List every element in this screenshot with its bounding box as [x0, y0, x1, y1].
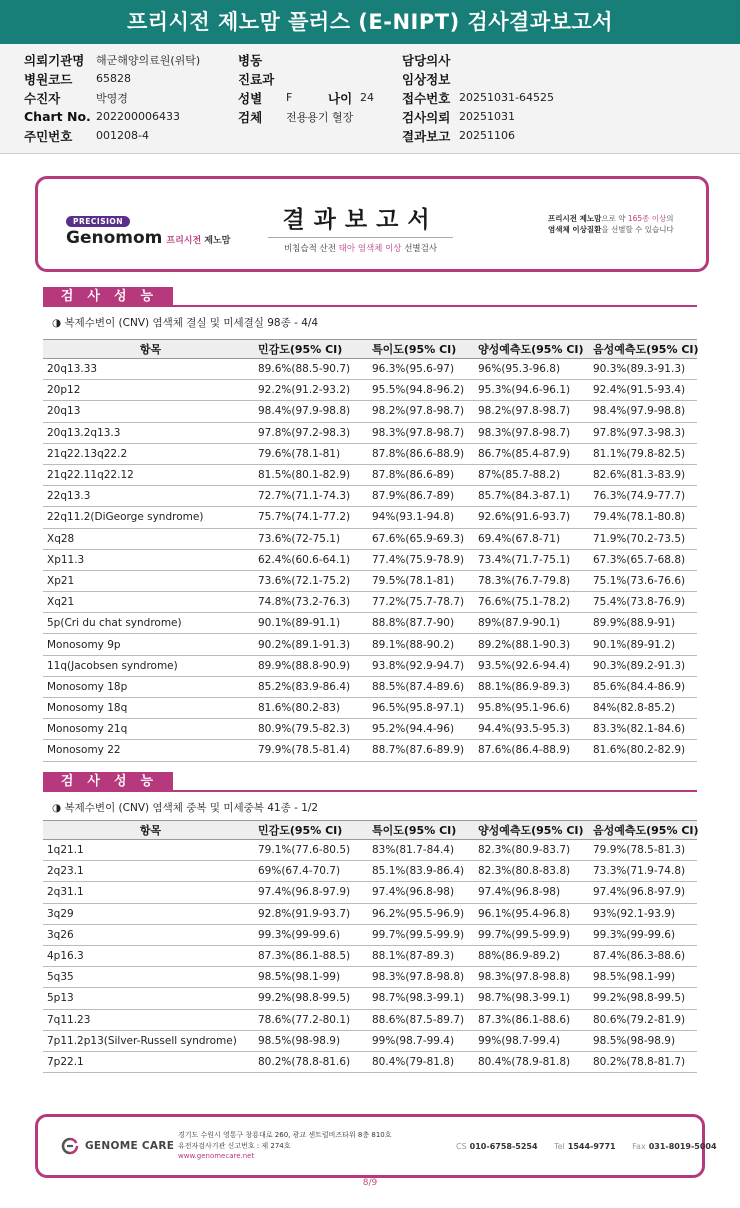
- table-row: [43, 380, 697, 401]
- cell-sensitivity: 97.8%(97.2-98.3): [254, 422, 368, 443]
- cell-npv: 83.3%(82.1-84.6): [589, 719, 697, 740]
- cell-item: 5q35: [43, 967, 254, 988]
- cell-specificity: 97.4%(96.8-98): [368, 882, 474, 903]
- footer-banner: [35, 1114, 717, 1178]
- website-link[interactable]: www.genomecare.net: [178, 1152, 255, 1160]
- cell-sensitivity: 98.5%(98.1-99): [254, 967, 368, 988]
- report-banner: [35, 176, 709, 272]
- col-header-item: 항목: [43, 340, 254, 359]
- genome-care-logo: [58, 1136, 174, 1156]
- cell-specificity: 99%(98.7-99.4): [368, 1030, 474, 1051]
- info-value: 001208-4: [96, 129, 149, 142]
- cell-ppv: 87.3%(86.1-88.6): [474, 1009, 589, 1030]
- col-header-specificity: 특이도(95% CI): [368, 340, 474, 359]
- cell-item: 3q26: [43, 924, 254, 945]
- footer-address: 경기도 수원시 영통구 창룡대로 260, 광교 센트럴비즈타워 8층 810호 유전자검사기관 신고번호 : 제 274호 www.genomecare.net: [178, 1131, 392, 1160]
- cell-npv: 89.9%(88.9-91): [589, 613, 697, 634]
- cell-sensitivity: 85.2%(83.9-86.4): [254, 676, 368, 697]
- cell-specificity: 87.9%(86.7-89): [368, 486, 474, 507]
- cell-item: Xp11.3: [43, 549, 254, 570]
- fax-number: 031-8019-5004: [648, 1142, 717, 1151]
- cell-item: 21q22.11q22.12: [43, 464, 254, 485]
- footer-contacts: CS 010-6758-5254 Tel 1544-9771 Fax 031-8019-5004: [456, 1142, 717, 1151]
- info-label: 수진자: [24, 90, 61, 106]
- cell-item: 21q22.13q22.2: [43, 443, 254, 464]
- cell-item: Monosomy 9p: [43, 634, 254, 655]
- cell-ppv: 96%(95.3-96.8): [474, 359, 589, 380]
- brand-ko-dark: 제노맘: [204, 236, 231, 246]
- cell-npv: 81.6%(80.2-82.9): [589, 740, 697, 761]
- patient-info-panel: [0, 44, 740, 154]
- table-row: [43, 1051, 697, 1072]
- section-subtitle: ◑ 복제수변이 (CNV) 염색체 중복 및 미세중복 41종 - 1/2: [52, 802, 319, 814]
- cs-number: 010-6758-5254: [469, 1142, 538, 1151]
- info-label: 성별: [238, 90, 263, 106]
- cell-sensitivity: 89.6%(88.5-90.7): [254, 359, 368, 380]
- section-tab: 검사성능: [43, 287, 173, 307]
- cell-npv: 79.4%(78.1-80.8): [589, 507, 697, 528]
- col-header-npv: 음성예측도(95% CI): [589, 340, 697, 359]
- cell-npv: 99.2%(98.8-99.5): [589, 988, 697, 1009]
- cell-ppv: 98.2%(97.8-98.7): [474, 401, 589, 422]
- cell-specificity: 83%(81.7-84.4): [368, 840, 474, 861]
- cell-item: 5p(Cri du chat syndrome): [43, 613, 254, 634]
- cell-ppv: 96.1%(95.4-96.8): [474, 903, 589, 924]
- table-row: [43, 988, 697, 1009]
- patient-info-col2: [238, 50, 374, 126]
- cell-ppv: 93.5%(92.6-94.4): [474, 655, 589, 676]
- section-header-duplication: [43, 772, 697, 792]
- info-label: 병동: [238, 52, 263, 68]
- info-value: 20251031-64525: [459, 91, 554, 104]
- cell-item: Xp21: [43, 570, 254, 591]
- cell-item: 20q13.33: [43, 359, 254, 380]
- section-subtitle: ◑ 복제수변이 (CNV) 염색체 결실 및 미세결실 98종 - 4/4: [52, 317, 319, 329]
- table-row: [43, 903, 697, 924]
- genome-care-mark-icon: [58, 1136, 82, 1156]
- cell-item: Monosomy 18q: [43, 698, 254, 719]
- cell-npv: 81.1%(79.8-82.5): [589, 443, 697, 464]
- col-header-ppv: 양성예측도(95% CI): [474, 340, 589, 359]
- cell-sensitivity: 90.2%(89.1-91.3): [254, 634, 368, 655]
- cell-npv: 79.9%(78.5-81.3): [589, 840, 697, 861]
- cell-ppv: 78.3%(76.7-79.8): [474, 570, 589, 591]
- table-row: [43, 882, 697, 903]
- cell-item: 5p13: [43, 988, 254, 1009]
- cell-npv: 99.3%(99-99.6): [589, 924, 697, 945]
- cell-specificity: 87.8%(86.6-88.9): [368, 443, 474, 464]
- cell-specificity: 89.1%(88-90.2): [368, 634, 474, 655]
- cell-ppv: 92.6%(91.6-93.7): [474, 507, 589, 528]
- cell-ppv: 88%(86.9-89.2): [474, 945, 589, 966]
- cell-sensitivity: 89.9%(88.8-90.9): [254, 655, 368, 676]
- cell-item: Xq28: [43, 528, 254, 549]
- cell-item: 20p12: [43, 380, 254, 401]
- cell-specificity: 98.3%(97.8-98.8): [368, 967, 474, 988]
- cell-ppv: 82.3%(80.8-83.8): [474, 861, 589, 882]
- cell-sensitivity: 97.4%(96.8-97.9): [254, 882, 368, 903]
- cell-ppv: 80.4%(78.9-81.8): [474, 1051, 589, 1072]
- cell-item: Monosomy 21q: [43, 719, 254, 740]
- info-label: 검사의뢰: [402, 109, 451, 125]
- cell-specificity: 88.7%(87.6-89.9): [368, 740, 474, 761]
- col-header-item: 항목: [43, 821, 254, 840]
- cell-specificity: 99.7%(99.5-99.9): [368, 924, 474, 945]
- cell-item: 7p22.1: [43, 1051, 254, 1072]
- cell-ppv: 87%(85.7-88.2): [474, 464, 589, 485]
- table-row: [43, 528, 697, 549]
- col-header-sensitivity: 민감도(95% CI): [254, 340, 368, 359]
- cell-specificity: 95.2%(94.4-96): [368, 719, 474, 740]
- info-label: 의뢰기관명: [24, 52, 85, 68]
- cell-sensitivity: 73.6%(72.1-75.2): [254, 570, 368, 591]
- cell-npv: 80.6%(79.2-81.9): [589, 1009, 697, 1030]
- cell-specificity: 98.7%(98.3-99.1): [368, 988, 474, 1009]
- cell-specificity: 88.1%(87-89.3): [368, 945, 474, 966]
- cell-sensitivity: 75.7%(74.1-77.2): [254, 507, 368, 528]
- cell-sensitivity: 81.6%(80.2-83): [254, 698, 368, 719]
- cell-item: 22q13.3: [43, 486, 254, 507]
- cell-npv: 87.4%(86.3-88.6): [589, 945, 697, 966]
- cell-ppv: 97.4%(96.8-98): [474, 882, 589, 903]
- table-row: [43, 570, 697, 591]
- cell-specificity: 79.5%(78.1-81): [368, 570, 474, 591]
- cell-npv: 92.4%(91.5-93.4): [589, 380, 697, 401]
- table-row: [43, 613, 697, 634]
- page-number: 8/9: [362, 1178, 378, 1188]
- cell-specificity: 95.5%(94.8-96.2): [368, 380, 474, 401]
- cell-ppv: 87.6%(86.4-88.9): [474, 740, 589, 761]
- cell-sensitivity: 99.3%(99-99.6): [254, 924, 368, 945]
- table-row: [43, 359, 697, 380]
- banner-subtitle: 비침습적 산전 태아 염색체 이상 선별검사: [283, 244, 438, 254]
- table-row: [43, 464, 697, 485]
- cell-npv: 97.8%(97.3-98.3): [589, 422, 697, 443]
- cell-specificity: 85.1%(83.9-86.4): [368, 861, 474, 882]
- cell-item: Xq21: [43, 592, 254, 613]
- info-value: 20251031: [459, 110, 515, 123]
- table-row: [43, 1009, 697, 1030]
- cell-item: 2q31.1: [43, 882, 254, 903]
- cell-npv: 98.5%(98-98.9): [589, 1030, 697, 1051]
- info-label: Chart No.: [24, 109, 91, 124]
- cell-npv: 80.2%(78.8-81.7): [589, 1051, 697, 1072]
- cell-npv: 73.3%(71.9-74.8): [589, 861, 697, 882]
- cell-sensitivity: 99.2%(98.8-99.5): [254, 988, 368, 1009]
- cell-specificity: 67.6%(65.9-69.3): [368, 528, 474, 549]
- table-row: [43, 422, 697, 443]
- cell-sensitivity: 73.6%(72-75.1): [254, 528, 368, 549]
- col-header-specificity: 특이도(95% CI): [368, 821, 474, 840]
- cell-npv: 90.3%(89.2-91.3): [589, 655, 697, 676]
- cell-sensitivity: 79.6%(78.1-81): [254, 443, 368, 464]
- cell-sensitivity: 79.1%(77.6-80.5): [254, 840, 368, 861]
- cell-specificity: 88.5%(87.4-89.6): [368, 676, 474, 697]
- table-row: [43, 861, 697, 882]
- cell-specificity: 80.4%(79-81.8): [368, 1051, 474, 1072]
- patient-info-col1: [24, 50, 200, 145]
- table-row: [43, 634, 697, 655]
- table-row: [43, 549, 697, 570]
- info-value: 해군해양의료원(위탁): [96, 53, 201, 67]
- genome-care-name: GENOME CARE: [85, 1140, 175, 1152]
- table-row: [43, 740, 697, 761]
- cell-sensitivity: 62.4%(60.6-64.1): [254, 549, 368, 570]
- cell-sensitivity: 69%(67.4-70.7): [254, 861, 368, 882]
- cell-item: 11q(Jacobsen syndrome): [43, 655, 254, 676]
- section-tab: 검사성능: [43, 772, 173, 792]
- cell-ppv: 89.2%(88.1-90.3): [474, 634, 589, 655]
- report-title: 프리시전 제노맘 플러스 (E-NIPT) 검사결과보고서: [0, 0, 740, 44]
- cell-ppv: 76.6%(75.1-78.2): [474, 592, 589, 613]
- cell-item: Monosomy 22: [43, 740, 254, 761]
- cell-npv: 84%(82.8-85.2): [589, 698, 697, 719]
- info-value: 박영경: [96, 91, 128, 105]
- cell-sensitivity: 90.1%(89-91.1): [254, 613, 368, 634]
- cell-npv: 82.6%(81.3-83.9): [589, 464, 697, 485]
- banner-note: 프리시전 제노맘으로 약 165종 이상의 염색체 이상질환을 선별할 수 있습니다: [548, 214, 674, 234]
- cell-item: Monosomy 18p: [43, 676, 254, 697]
- duplication-performance-table: [43, 820, 697, 1073]
- info-label: 주민번호: [24, 128, 73, 144]
- info-value: 전용용기 혈장: [286, 110, 354, 124]
- cell-ppv: 95.3%(94.6-96.1): [474, 380, 589, 401]
- cell-item: 22q11.2(DiGeorge syndrome): [43, 507, 254, 528]
- cell-ppv: 89%(87.9-90.1): [474, 613, 589, 634]
- cell-ppv: 69.4%(67.8-71): [474, 528, 589, 549]
- cell-item: 20q13: [43, 401, 254, 422]
- cell-specificity: 98.3%(97.8-98.7): [368, 422, 474, 443]
- cell-npv: 90.1%(89-91.2): [589, 634, 697, 655]
- cell-specificity: 98.2%(97.8-98.7): [368, 401, 474, 422]
- table-row: [43, 655, 697, 676]
- cell-npv: 93%(92.1-93.9): [589, 903, 697, 924]
- cell-ppv: 88.1%(86.9-89.3): [474, 676, 589, 697]
- cell-item: 1q21.1: [43, 840, 254, 861]
- section-header-deletion: [43, 287, 697, 307]
- cell-sensitivity: 92.2%(91.2-93.2): [254, 380, 368, 401]
- cell-item: 4p16.3: [43, 945, 254, 966]
- table-row: [43, 676, 697, 697]
- info-label: 검체: [238, 109, 263, 125]
- cell-npv: 67.3%(65.7-68.8): [589, 549, 697, 570]
- table-row: [43, 698, 697, 719]
- cell-ppv: 82.3%(80.9-83.7): [474, 840, 589, 861]
- brand-ko-pink: 프리시전: [166, 236, 202, 246]
- cell-sensitivity: 72.7%(71.1-74.3): [254, 486, 368, 507]
- cell-sensitivity: 78.6%(77.2-80.1): [254, 1009, 368, 1030]
- info-label: 나이: [328, 90, 353, 106]
- info-label: 담당의사: [402, 52, 451, 68]
- table-row: [43, 401, 697, 422]
- cell-ppv: 94.4%(93.5-95.3): [474, 719, 589, 740]
- info-label: 진료과: [238, 71, 275, 87]
- table-row: [43, 592, 697, 613]
- cell-item: 20q13.2q13.3: [43, 422, 254, 443]
- cell-npv: 97.4%(96.8-97.9): [589, 882, 697, 903]
- cell-ppv: 98.7%(98.3-99.1): [474, 988, 589, 1009]
- cell-specificity: 88.8%(87.7-90): [368, 613, 474, 634]
- cell-item: 3q29: [43, 903, 254, 924]
- tel-number: 1544-9771: [567, 1142, 616, 1151]
- brand-name: Genomom: [66, 228, 163, 248]
- cell-specificity: 87.8%(86.6-89): [368, 464, 474, 485]
- cell-ppv: 98.3%(97.8-98.8): [474, 967, 589, 988]
- table-row: [43, 840, 697, 861]
- table-row: [43, 507, 697, 528]
- table-row: [43, 719, 697, 740]
- cell-ppv: 86.7%(85.4-87.9): [474, 443, 589, 464]
- cell-sensitivity: 79.9%(78.5-81.4): [254, 740, 368, 761]
- cell-sensitivity: 87.3%(86.1-88.5): [254, 945, 368, 966]
- cell-specificity: 96.5%(95.8-97.1): [368, 698, 474, 719]
- banner-title: 결과보고서: [268, 201, 453, 238]
- info-label: 접수번호: [402, 90, 451, 106]
- info-value: 20251106: [459, 129, 515, 142]
- info-value: F: [286, 91, 293, 104]
- table-row: [43, 486, 697, 507]
- cell-sensitivity: 74.8%(73.2-76.3): [254, 592, 368, 613]
- cell-npv: 75.1%(73.6-76.6): [589, 570, 697, 591]
- cell-npv: 75.4%(73.8-76.9): [589, 592, 697, 613]
- cell-item: 7q11.23: [43, 1009, 254, 1030]
- cell-specificity: 88.6%(87.5-89.7): [368, 1009, 474, 1030]
- table-row: [43, 967, 697, 988]
- cell-ppv: 99%(98.7-99.4): [474, 1030, 589, 1051]
- cell-sensitivity: 81.5%(80.1-82.9): [254, 464, 368, 485]
- cell-item: 2q23.1: [43, 861, 254, 882]
- cell-specificity: 96.3%(95.6-97): [368, 359, 474, 380]
- cell-npv: 76.3%(74.9-77.7): [589, 486, 697, 507]
- col-header-ppv: 양성예측도(95% CI): [474, 821, 589, 840]
- table-row: [43, 443, 697, 464]
- deletion-performance-table: [43, 339, 697, 762]
- info-value: 65828: [96, 72, 131, 85]
- table-row: [43, 924, 697, 945]
- cell-npv: 90.3%(89.3-91.3): [589, 359, 697, 380]
- cell-sensitivity: 92.8%(91.9-93.7): [254, 903, 368, 924]
- info-label: 결과보고: [402, 128, 451, 144]
- cell-npv: 98.5%(98.1-99): [589, 967, 697, 988]
- cell-ppv: 85.7%(84.3-87.1): [474, 486, 589, 507]
- col-header-sensitivity: 민감도(95% CI): [254, 821, 368, 840]
- table-row: [43, 1030, 697, 1051]
- cell-specificity: 77.2%(75.7-78.7): [368, 592, 474, 613]
- col-header-npv: 음성예측도(95% CI): [589, 821, 697, 840]
- cell-specificity: 96.2%(95.5-96.9): [368, 903, 474, 924]
- cell-specificity: 94%(93.1-94.8): [368, 507, 474, 528]
- cell-ppv: 95.8%(95.1-96.6): [474, 698, 589, 719]
- cell-npv: 85.6%(84.4-86.9): [589, 676, 697, 697]
- info-value: 202200006433: [96, 110, 180, 123]
- cell-item: 7p11.2p13(Silver-Russell syndrome): [43, 1030, 254, 1051]
- genomom-logo: [66, 209, 230, 248]
- cell-specificity: 77.4%(75.9-78.9): [368, 549, 474, 570]
- info-value: 24: [360, 91, 374, 104]
- cell-npv: 71.9%(70.2-73.5): [589, 528, 697, 549]
- cell-sensitivity: 98.4%(97.9-98.8): [254, 401, 368, 422]
- precision-tag: PRECISION: [66, 216, 130, 227]
- cell-npv: 98.4%(97.9-98.8): [589, 401, 697, 422]
- cell-sensitivity: 80.2%(78.8-81.6): [254, 1051, 368, 1072]
- cell-specificity: 93.8%(92.9-94.7): [368, 655, 474, 676]
- cell-ppv: 99.7%(99.5-99.9): [474, 924, 589, 945]
- cell-ppv: 73.4%(71.7-75.1): [474, 549, 589, 570]
- patient-info-col3: [402, 50, 554, 145]
- cell-ppv: 98.3%(97.8-98.7): [474, 422, 589, 443]
- info-label: 병원코드: [24, 71, 73, 87]
- table-row: [43, 945, 697, 966]
- cell-sensitivity: 98.5%(98-98.9): [254, 1030, 368, 1051]
- cell-sensitivity: 80.9%(79.5-82.3): [254, 719, 368, 740]
- info-label: 임상정보: [402, 71, 451, 87]
